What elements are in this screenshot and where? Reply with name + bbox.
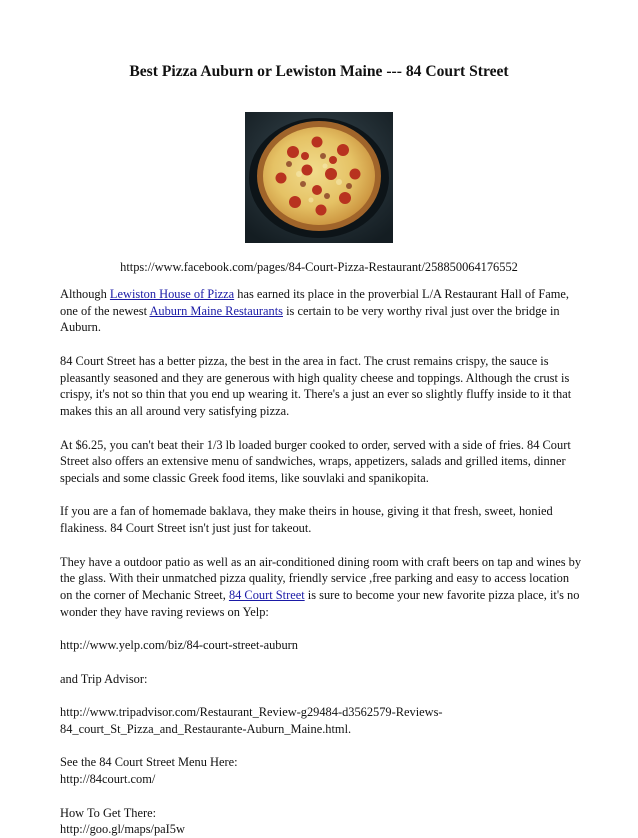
page-title: Best Pizza Auburn or Lewiston Maine --- 84 Court Street [129, 63, 509, 80]
paragraph-pizza: 84 Court Street has a better pizza, the best in the area in fact. The crust remains crispy, the sauce is pleasantly seasoned and they are generous with high quality cheese and toppings. Although the crust is crispy, it's not so thin that you end up wearing it. There's a just an ever so slightly fluffy inside to it that makes this an all around very satisfying pizza. [60, 353, 572, 419]
intro-text-a: Although [60, 287, 110, 301]
patio-text-a: They have a outdoor patio as well as an air-conditioned dining room with craft beers on tap and wines by the glass. With their unmatched pizza quality, friendly service ,free parking and easy to access location on the corner of Mechanic Street, [60, 554, 582, 603]
directions-block [60, 805, 583, 838]
84-court-street-link[interactable]: 84 Court Street [228, 588, 305, 603]
menu-label: See the 84 Court Street Menu Here: [60, 755, 238, 770]
trip-advisor-label: and Trip Advisor: [60, 671, 148, 686]
trip-advisor-url: http://www.tripadvisor.com/Restaurant_Review-g29484-d3562579-Reviews-84_court_St_Pizza_and_Restaurante-Auburn_Maine.html. [60, 705, 443, 736]
paragraph-burger: At $6.25, you can't beat their 1/3 lb loaded burger cooked to order, served with a side of fries. 84 Court Street also offers an extensive menu of sandwiches, wraps, appetizers, salads and grilled items, dinner specials and some classic Greek food items, like souvlaki and spanikopita. [60, 437, 571, 485]
intro-text-b: has earned its place in the proverbial L/A Restaurant Hall of Fame, one of the newest [60, 287, 569, 318]
facebook-url: https://www.facebook.com/pages/84-Court-Pizza-Restaurant/258850064176552 [120, 260, 518, 274]
patio-text-b: is sure to become your new favorite pizza place, it's no wonder they have raving reviews on Yelp: [60, 588, 580, 619]
paragraph-intro [60, 286, 583, 336]
lewiston-house-of-pizza-link[interactable]: Lewiston House of Pizza [109, 287, 235, 301]
directions-url: http://goo.gl/maps/paI5w [60, 822, 185, 837]
menu-url: http://84court.com/ [60, 772, 156, 787]
yelp-url: http://www.yelp.com/biz/84-court-street-auburn [60, 638, 298, 653]
paragraph-patio [60, 554, 583, 621]
paragraph-baklava: If you are a fan of homemade baklava, they make theirs in house, giving it that fresh, sweet, honied flakiness. 84 Court Street isn't just just for takeout. [60, 504, 553, 536]
article-body [60, 286, 583, 838]
intro-text-c: is certain to be very worthy rival just over the bridge in Auburn. [60, 303, 560, 335]
pizza-photo [245, 112, 393, 243]
pizza-icon [245, 112, 393, 243]
directions-label: How To Get There: [60, 805, 157, 820]
auburn-maine-restaurants-link[interactable]: Auburn Maine Restaurants [149, 303, 283, 318]
menu-block [60, 754, 583, 787]
